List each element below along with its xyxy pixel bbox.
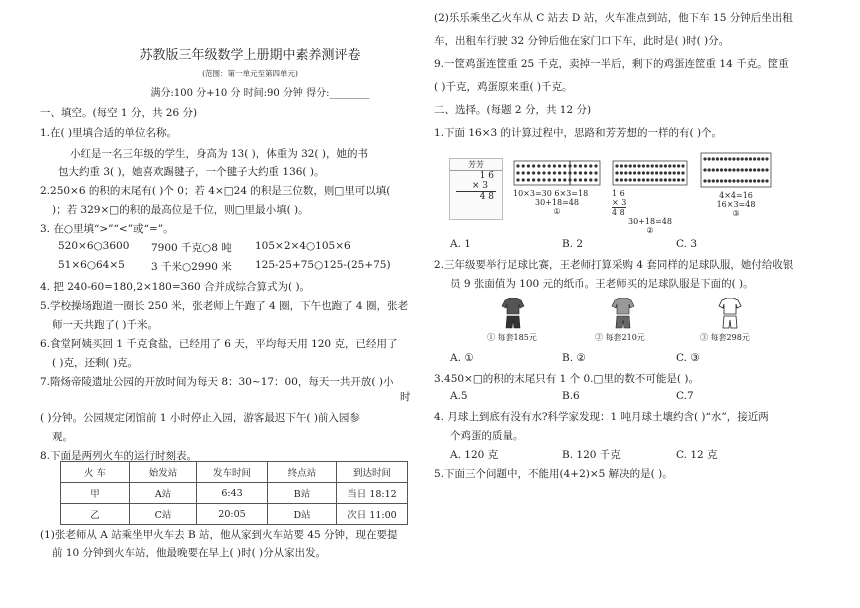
dot [724,168,727,171]
uniform-3-price: ③ 每套298元 [700,333,750,342]
vertical-calc-line: × 3 [456,181,496,192]
dot [708,179,711,182]
exam-title: 苏教版三年级数学上册期中素养测评卷 [139,48,361,63]
dot [629,178,632,181]
uniform-2 [595,298,675,342]
dot [728,168,731,171]
dot [659,171,662,174]
q7-line-d: 观。 [52,431,73,443]
q3-r1-b: 7900 千克○8 吨 [151,242,232,254]
dot [637,171,640,174]
q7-line-b: 时 [400,391,411,403]
method-1-figure [513,160,601,220]
method-2-line: 1 6 [612,189,625,198]
dot-array-3 [700,152,772,188]
dot [712,157,715,160]
dot [651,164,654,167]
q8-1-line-b: 前 10 分钟到火车站，他最晚要在早上( )时( )分从家出发。 [52,547,327,559]
dot [558,164,561,167]
dot [749,179,752,182]
uniform-2-price: ② 每套210元 [595,333,645,342]
dot [720,179,723,182]
dot [712,179,715,182]
q3-r2-b: 3 千米○2990 米 [151,261,232,273]
dot [664,178,667,181]
choice-2-line-b: 员 9 张面值为 100 元的纸币。王老师买的足球队服是下面的( )。 [450,278,754,290]
dot-array-2 [612,160,688,186]
dot [620,171,623,174]
dot [655,178,658,181]
dot [673,171,676,174]
dot [646,164,649,167]
dot [633,171,636,174]
dot [757,179,760,182]
dot [548,171,551,174]
dot [574,164,577,167]
dot [677,178,680,181]
dot [516,178,519,181]
dot [548,164,551,167]
q5-line-a: 5.学校操场跑道一圈长 250 米，张老师上午跑了 4 圈，下午也跑了 4 圈，张老 [40,300,408,312]
dot [749,168,752,171]
vertical-calc-line: 1 6 [479,171,494,181]
dot [563,171,566,174]
dot [659,164,662,167]
dot [761,179,764,182]
table-cell: 当日 18:12 [337,483,408,504]
dot [532,171,535,174]
vertical-calc-line: 4 8 [479,192,494,202]
dot [712,168,715,171]
dot [589,171,592,174]
dot [624,178,627,181]
dot [527,178,530,181]
dot [522,164,525,167]
dot [703,179,706,182]
q8-2-line-a: (2)乐乐乘坐乙火车从 C 站去 D 站，火车准点到站，他下车 15 分钟后坐出租 [434,12,793,24]
choice-2-line-a: 2.三年级要举行足球比赛，王老师打算采购 4 套同样的足球队服，她付给收银 [434,259,794,271]
jersey-icon [718,298,742,332]
dot [584,164,587,167]
method-2-figure [612,160,688,235]
dot [757,168,760,171]
dot [761,157,764,160]
dot [532,164,535,167]
table-cell: D站 [268,504,337,525]
uniform-1 [487,298,567,342]
table-cell: 乙 [61,504,130,525]
choice-3-option-b[interactable]: B.6 [562,390,580,402]
dot [584,178,587,181]
dot [542,164,545,167]
dot [579,171,582,174]
choice-4-option-a[interactable]: A. 120 克 [450,449,499,461]
dot [629,171,632,174]
dot [646,178,649,181]
table-header: 始发站 [130,462,197,483]
table-cell: C站 [130,504,197,525]
dot [594,178,597,181]
dot [673,164,676,167]
dot [589,178,592,181]
table-cell: 6:43 [197,483,268,504]
dot [642,178,645,181]
q1-line-b: 包大约重 3( )，她喜欢踢毽子，一个毽子大约重 136( )。 [58,166,325,178]
dot [537,164,540,167]
table-cell: 20:05 [197,504,268,525]
q3-r1-c: 105×2×4○105×6 [255,240,351,252]
dot [716,179,719,182]
dot [703,157,706,160]
q8: 8.下面是两列火车的运行时刻表。 [40,450,198,462]
dot [724,157,727,160]
q6-line-b: ( )克，还剩( )克。 [52,357,139,369]
dot [642,171,645,174]
fangfang-figure [449,158,503,220]
choice-3-option-a[interactable]: A.5 [450,390,468,402]
choice-2-option-b[interactable]: B. ② [562,352,586,364]
dot [736,157,739,160]
exam-subtitle: (范围：第一单元至第四单元) [202,69,298,78]
section-1-heading: 一、填空。(每空 1 分，共 26 分) [40,107,198,119]
dot [720,157,723,160]
method-2-line: 30+18=48 [628,217,672,226]
dot-array-1 [513,160,601,186]
dot [532,178,535,181]
dot [728,179,731,182]
dot [548,178,551,181]
method-3-figure [700,152,772,224]
dot [615,171,618,174]
dot [629,164,632,167]
table-header: 到达时间 [337,462,408,483]
dot [637,178,640,181]
dot [558,171,561,174]
dot [745,168,748,171]
q6-line-a: 6.食堂阿姨买回 1 千克食盐，已经用了 6 天，平均每天用 120 克，已经用了 [40,338,398,350]
dot [741,179,744,182]
choice-1-option-a[interactable]: A. 1 [450,238,471,250]
dot [527,164,530,167]
dot [664,164,667,167]
dot [703,168,706,171]
dot [659,178,662,181]
q3-r2-a: 51×6○64×5 [58,259,125,271]
dot [732,179,735,182]
dot [753,168,756,171]
dot [753,157,756,160]
dot [563,178,566,181]
q3-r1-a: 520×6○3600 [58,240,130,252]
table-cell: B站 [268,483,337,504]
uniform-3 [700,298,780,342]
mark-3: ③ [732,209,740,218]
method-2-vertical [612,189,626,217]
dot [579,164,582,167]
dot [522,178,525,181]
choice-5: 5.下面三个问题中，不能用(4+2)×5 解决的是( )。 [434,468,673,480]
dot [668,178,671,181]
dot [615,178,618,181]
q1: 1.在( )里填合适的单位名称。 [40,127,178,139]
dot [655,164,658,167]
dot [633,164,636,167]
dot [642,164,645,167]
dot [668,171,671,174]
dot [736,168,739,171]
dot [745,157,748,160]
q4: 4. 把 240-60=180,2×180=360 合并成综合算式为( )。 [40,281,311,293]
dot [765,168,768,171]
dot [594,164,597,167]
q3: 3. 在○里填“>”“<”或“=”。 [40,223,174,235]
method-1-line: 10×3=30 6×3=18 [513,189,589,198]
choice-2-option-a[interactable]: A. ① [450,352,474,364]
dot [681,171,684,174]
table-row [61,483,408,504]
dot [761,168,764,171]
q2-line-b: )；若 329×□的积的最高位是千位，则□里最小填( )。 [52,204,309,216]
dot [615,164,618,167]
dot [522,171,525,174]
dot [765,157,768,160]
dot [637,164,640,167]
dot [765,179,768,182]
dot [574,178,577,181]
dot [655,171,658,174]
uniform-1-price: ① 每套185元 [487,333,537,342]
choice-1: 1.下面 16×3 的计算过程中，思路和芳芳想的一样的有( )个。 [434,127,723,139]
dot [594,171,597,174]
dot [527,171,530,174]
dot [620,164,623,167]
dot [558,178,561,181]
dot [716,157,719,160]
q9-line-b: ( )千克，鸡蛋原来重( )千克。 [434,81,573,93]
q8-1-line-a: (1)张老师从 A 站乘坐甲火车去 B 站，他从家到火车站要 45 分钟，现在要提 [40,529,398,541]
dot [745,179,748,182]
dot [673,178,676,181]
fangfang-label: 芳芳 [450,159,502,171]
q7-line-c: ( )分钟。公园规定闭馆前 1 小时停止入园，游客最迟下午( )前入园参 [40,412,360,424]
table-cell: 次日 11:00 [337,504,408,525]
choice-2-option-c[interactable]: C. ③ [676,352,700,364]
dot [553,171,556,174]
dot [553,178,556,181]
dot [646,171,649,174]
dot [589,164,592,167]
dot [753,179,756,182]
jersey-icon [501,298,525,332]
dot [584,171,587,174]
dot [542,171,545,174]
dot [732,157,735,160]
dot [579,178,582,181]
choice-4-line-b: 个鸡蛋的质量。 [450,430,524,442]
dot [677,171,680,174]
q3-r2-c: 125-25+75○125-(25+75) [255,259,391,271]
dot [741,157,744,160]
section-2-heading: 二、选择。(每题 2 分，共 12 分) [434,104,592,116]
mark-1: ① [553,207,561,216]
q5-line-b: 师一天共跑了( )千米。 [52,319,159,331]
score-line: 满分:100 分+10 分 时间:90 分钟 得分:________ [150,88,370,99]
dot [620,178,623,181]
dot [681,164,684,167]
mark-2: ② [646,226,654,235]
dot [651,178,654,181]
dot [574,171,577,174]
q7-line-a: 7.隋炀帝陵遗址公园的开放时间为每天 8：30~17：00，每天一共开放( )小 [40,376,394,388]
dot [708,157,711,160]
dot [720,168,723,171]
dot [624,171,627,174]
method-2-line: × 3 [612,198,627,207]
dot [716,168,719,171]
dot [542,178,545,181]
dot [728,157,731,160]
method-2-line: 4 8 [612,208,625,217]
dot [537,178,540,181]
dot [741,168,744,171]
train-timetable [60,461,408,525]
method-1-line: 30+18=48 [535,198,579,207]
dot [516,171,519,174]
dot [664,171,667,174]
dot [563,164,566,167]
q2-line-a: 2.250×6 的积的末尾有( )个 0；若 4×□24 的积是三位数，则□里可以填( [40,185,391,197]
table-header: 发车时间 [197,462,268,483]
jersey-icon [611,298,635,332]
table-header: 终点站 [268,462,337,483]
choice-4-option-c[interactable]: C. 12 克 [676,449,718,461]
q9-line-a: 9.一筐鸡蛋连筐重 25 千克，卖掉一半后，剩下的鸡蛋连筐重 14 千克。筐重 [434,58,789,70]
table-header: 火 车 [61,462,130,483]
dot [708,168,711,171]
choice-3: 3.450×□的积的末尾只有 1 个 0.□里的数不可能是( )。 [434,373,699,385]
table-header-row [61,462,408,483]
choice-4-line-a: 4. 月球上到底有没有水?科学家发现：1 吨月球土壤约含( )“水”，接近两 [434,411,769,423]
table-cell: 甲 [61,483,130,504]
dot [677,164,680,167]
dot [668,164,671,167]
table-cell: A站 [130,483,197,504]
dot [681,178,684,181]
dot [736,179,739,182]
dot [537,171,540,174]
dot [724,179,727,182]
dot [553,164,556,167]
choice-3-option-c[interactable]: C.7 [676,390,694,402]
dot [749,157,752,160]
method-3-line: 4×4=16 [719,191,753,200]
table-row [61,504,408,525]
dot [732,168,735,171]
choice-4-option-b[interactable]: B. 120 千克 [562,449,621,461]
method-3-line: 16×3=48 [716,200,756,209]
q8-2-line-b: 车，出租车行驶 32 分钟后他在家门口下车，此时是( )时( )分。 [434,35,730,47]
dot [516,164,519,167]
choice-1-option-b[interactable]: B. 2 [562,238,584,250]
q1-line-a: 小红是一名三年级的学生，身高为 13( )，体重为 32( )，她的书 [70,148,368,160]
dot [651,171,654,174]
choice-1-option-c[interactable]: C. 3 [676,238,698,250]
dot [633,178,636,181]
dot [757,157,760,160]
dot [624,164,627,167]
